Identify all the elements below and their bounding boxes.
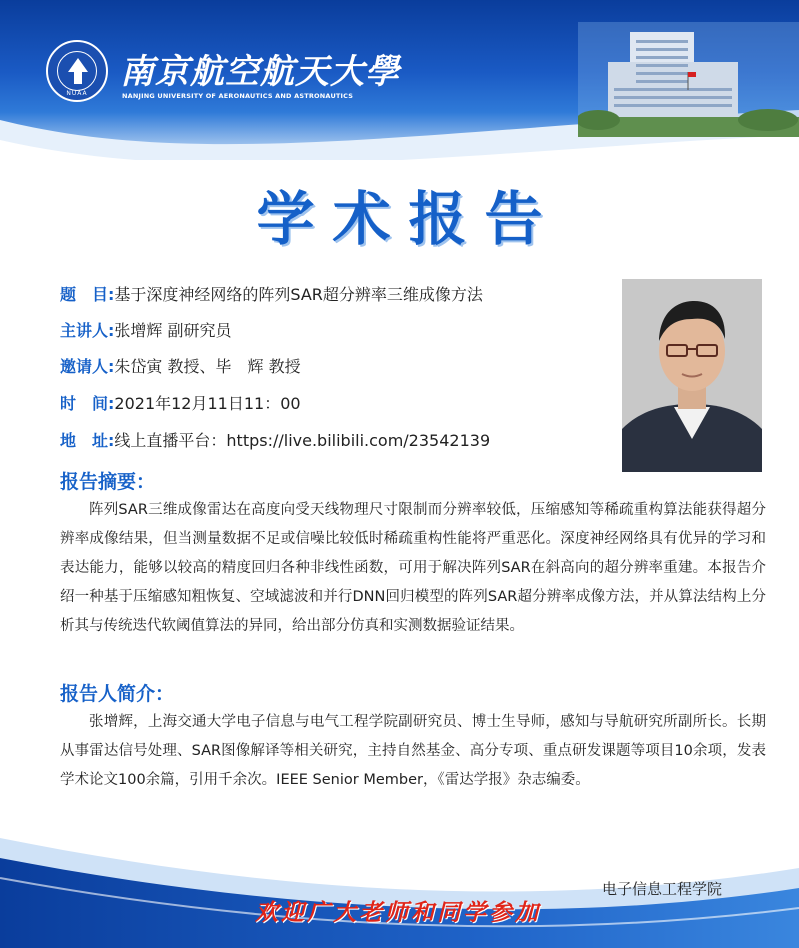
topic-value: 基于深度神经网络的阵列SAR超分辨率三维成像方法 [114, 285, 483, 304]
inviter-value: 朱岱寅 教授、毕 辉 教授 [114, 357, 301, 376]
speaker-label: 主讲人: [60, 321, 115, 340]
university-name-en: NANJING UNIVERSITY OF AERONAUTICS AND ASTRONAUTICS [122, 92, 354, 100]
header-banner [0, 0, 799, 160]
speaker-value: 张增辉 副研究员 [114, 321, 232, 340]
abstract-text: 阵列SAR三维成像雷达在高度向受天线物理尺寸限制而分辨率较低，压缩感知等稀疏重构算法能获得超分辨率成像结果，但当测量数据不足或信噪比较低时稀疏重构性能将严重恶化。深度神经网络具有优异的学习和表达能力，能够以较高的精度回归各种非线性函数，可用于解决阵列SAR在斜高向的超分辨率重建。本报告介绍一种基于压缩感知粗恢复、空域滤波和并行DNN回归模型的阵列SAR超分辨率成像方法，并从算法结构上分析其与传统迭代软阈值算法的异同，给出部分仿真和实测数据验证结果。 [60, 502, 766, 634]
speaker-photo [622, 279, 762, 472]
bio-heading: 报告人简介： [60, 683, 175, 705]
university-name-cn: 南京航空航天大學 [120, 52, 400, 92]
info-speaker [60, 318, 232, 341]
info-topic [60, 282, 483, 305]
info-inviter [60, 354, 301, 377]
inviter-label: 邀请人: [60, 357, 115, 376]
time-label: 时 间: [60, 394, 115, 413]
page-title: 学术报告 [256, 185, 561, 253]
campus-building-image [578, 22, 799, 137]
place-label: 地 址: [60, 431, 115, 450]
bio-text: 张增辉，上海交通大学电子信息与电气工程学院副研究员、博士生导师，感知与导航研究所副所长。长期从事雷达信号处理、SAR图像解译等相关研究，主持自然基金、高分专项、重点研发课题等项目10余项，发表学术论文100余篇，引用千余次。IEEE Senior Member，《雷达学报》杂志编委。 [60, 714, 766, 788]
welcome-slogan: 欢迎广大老师和同学参加 [255, 899, 541, 926]
abstract-heading: 报告摘要： [60, 471, 156, 493]
topic-label: 题 目: [60, 285, 115, 304]
university-logo: NUAA [46, 40, 108, 102]
info-time [60, 391, 301, 414]
time-value: 2021年12月11日11：00 [114, 394, 301, 413]
organizer-name: 电子信息工程学院 [602, 880, 723, 898]
info-place [60, 428, 490, 451]
place-value: 线上直播平台：https://live.bilibili.com/23542139 [114, 431, 491, 450]
